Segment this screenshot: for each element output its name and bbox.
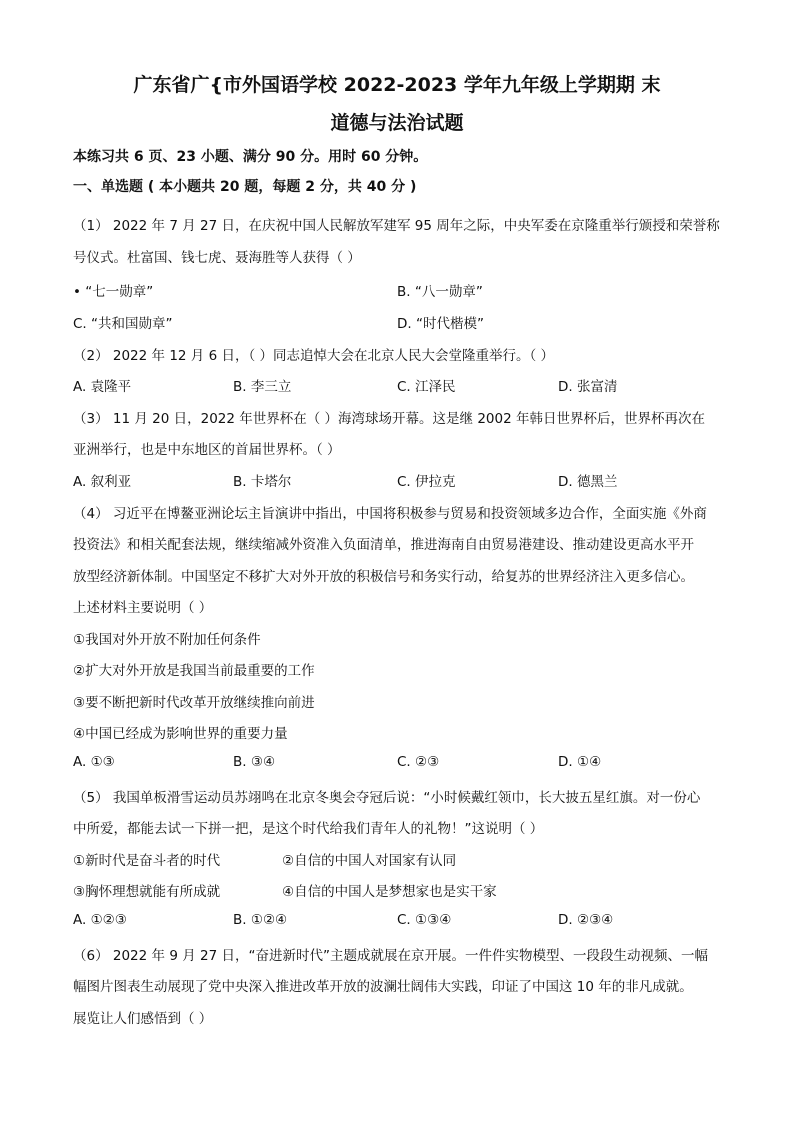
q4-option-c: C. ②③ xyxy=(397,754,440,770)
question-6-line-1: （6） 2022 年 9 月 27 日，“奋进新时代”主题成就展在京开展。一件件实物模型、一段段生动视频、一幅 xyxy=(73,948,708,964)
question-1-line-2: 号仪式。杜富国、钱七虎、聂海胜等人获得（ ） xyxy=(73,250,361,266)
q4-option-b: B. ③④ xyxy=(233,754,276,770)
question-4-statement-1: ①我国对外开放不附加任何条件 xyxy=(73,632,261,648)
question-5-line-1: （5） 我国单板滑雪运动员苏翊鸣在北京冬奥会夺冠后说：“小时候戴红领巾，长大披五星红旗。对一份心 xyxy=(73,790,701,806)
q4-option-a: A. ①③ xyxy=(73,754,115,770)
section-heading: 一、单选题 ( 本小题共 20 题，每题 2 分，共 40 分 ) xyxy=(73,179,417,195)
exam-subtitle: 道德与法治试题 xyxy=(330,112,464,134)
q5-statement-4: ④自信的中国人是梦想家也是实干家 xyxy=(282,884,497,900)
q2-option-b: B. 李三立 xyxy=(233,379,292,395)
question-1-line-1: （1） 2022 年 7 月 27 日，在庆祝中国人民解放军建军 95 周年之际，中央军委在京隆重举行颁授和荣誉称 xyxy=(73,218,720,234)
exam-instructions: 本练习共 6 页、23 小题、满分 90 分。用时 60 分钟。 xyxy=(73,149,428,165)
question-4-line-4: 上述材料主要说明（ ） xyxy=(73,600,213,616)
q2-option-c: C. 江泽民 xyxy=(397,379,456,395)
q3-option-d: D. 德黑兰 xyxy=(558,474,618,490)
q5-option-c: C. ①③④ xyxy=(397,912,452,928)
q1-option-b: B. “八一勋章” xyxy=(397,284,483,300)
question-3-line-1: （3） 11 月 20 日，2022 年世界杯在（ ）海湾球场开幕。这是继 2002 年韩日世界杯后，世界杯再次在 xyxy=(73,411,705,427)
q1-option-d: D. “时代楷模” xyxy=(397,316,484,332)
q5-statement-1: ①新时代是奋斗者的时代 xyxy=(73,853,221,869)
question-4-statement-2: ②扩大对外开放是我国当前最重要的工作 xyxy=(73,663,315,679)
q5-statement-2: ②自信的中国人对国家有认同 xyxy=(282,853,457,869)
question-4-line-3: 放型经济新体制。中国坚定不移扩大对外开放的积极信号和务实行动，给复苏的世界经济注入更多信心。 xyxy=(73,569,694,585)
q5-option-a: A. ①②③ xyxy=(73,912,127,928)
question-4-line-2: 投资法》和相关配套法规，继续缩减外资准入负面清单，推进海南自由贸易港建设、推动建设更高水平开 xyxy=(73,537,694,553)
question-2-line-1: （2） 2022 年 12 月 6 日，（ ）同志追悼大会在北京人民大会堂隆重举行。（ ） xyxy=(73,348,555,364)
q2-option-d: D. 张富清 xyxy=(558,379,618,395)
exam-title: 广东省广{市外国语学校 2022-2023 学年九年级上学期期 末 xyxy=(133,74,661,96)
q1-option-a: • “七一勋章” xyxy=(73,284,154,300)
question-4-statement-4: ④中国已经成为影响世界的重要力量 xyxy=(73,726,288,742)
q1-option-c: C. “共和国勋章” xyxy=(73,316,173,332)
question-6-line-3: 展览让人们感悟到（ ） xyxy=(73,1011,213,1027)
question-4-statement-3: ③要不断把新时代改革开放继续推向前进 xyxy=(73,695,315,711)
q2-option-a: A. 袁隆平 xyxy=(73,379,132,395)
question-3-line-2: 亚洲举行，也是中东地区的首届世界杯。（ ） xyxy=(73,442,341,458)
question-6-line-2: 幅图片图表生动展现了党中央深入推进改革开放的波澜壮阔伟大实践，印证了中国这 10 年的非凡成就。 xyxy=(73,979,693,995)
q5-statement-3: ③胸怀理想就能有所成就 xyxy=(73,884,221,900)
q4-option-d: D. ①④ xyxy=(558,754,602,770)
question-5-line-2: 中所爱，都能去试一下拼一把，是这个时代给我们青年人的礼物！”这说明（ ） xyxy=(73,821,544,837)
q3-option-c: C. 伊拉克 xyxy=(397,474,456,490)
q3-option-a: A. 叙利亚 xyxy=(73,474,132,490)
q5-option-d: D. ②③④ xyxy=(558,912,614,928)
q3-option-b: B. 卡塔尔 xyxy=(233,474,292,490)
q5-option-b: B. ①②④ xyxy=(233,912,288,928)
question-4-line-1: （4） 习近平在博鳌亚洲论坛主旨演讲中指出，中国将积极参与贸易和投资领域多边合作，全面实施《外商 xyxy=(73,506,707,522)
